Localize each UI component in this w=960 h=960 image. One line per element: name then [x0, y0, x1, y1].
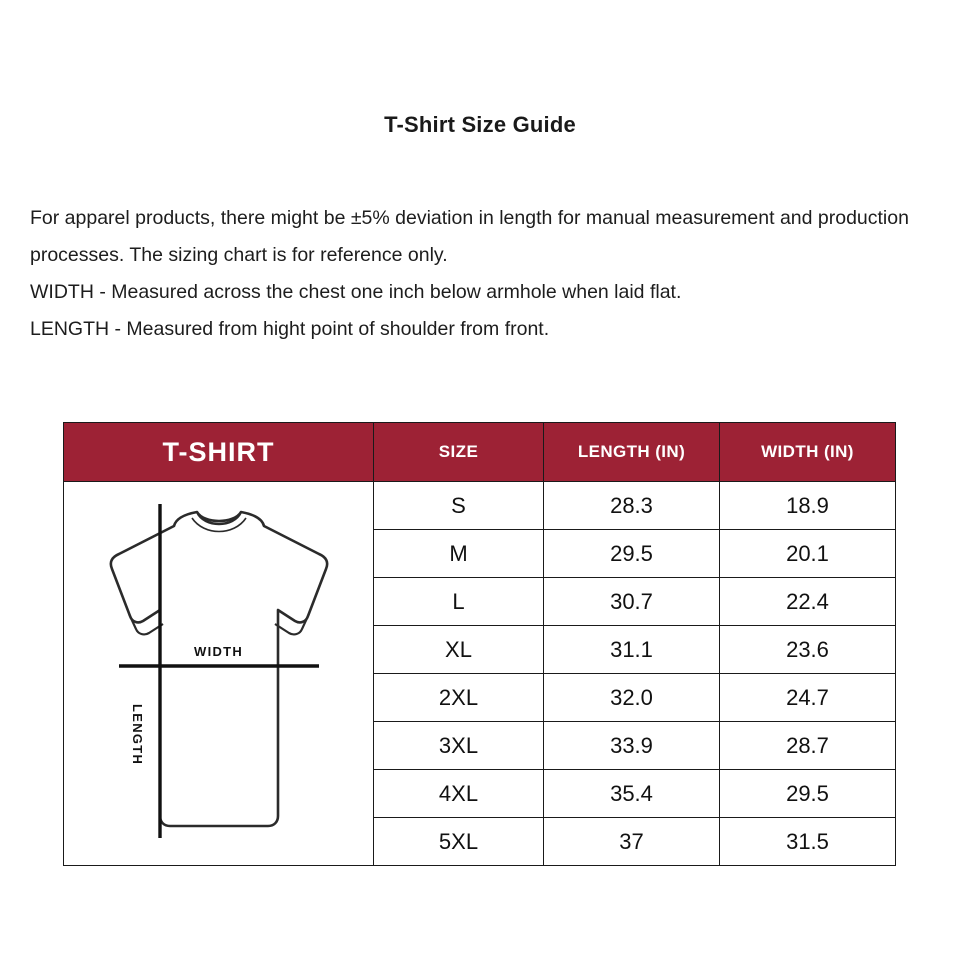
cell-width: 22.4: [720, 578, 896, 626]
tshirt-diagram: [64, 486, 374, 862]
cell-width: 23.6: [720, 626, 896, 674]
intro-line-1: For apparel products, there might be ±5% deviation in length for manual measurement and production processes. The sizing chart is for reference only.: [30, 207, 909, 266]
table-row: [64, 482, 896, 530]
cell-size: XL: [374, 626, 544, 674]
cell-size: 5XL: [374, 818, 544, 866]
cell-size: L: [374, 578, 544, 626]
table-header-size: SIZE: [374, 423, 544, 482]
cell-length: 28.3: [544, 482, 720, 530]
cell-length: 32.0: [544, 674, 720, 722]
page-title: T-Shirt Size Guide: [384, 112, 576, 137]
cell-length: 29.5: [544, 530, 720, 578]
cell-size: 2XL: [374, 674, 544, 722]
cell-width: 24.7: [720, 674, 896, 722]
intro-text: [30, 200, 920, 348]
cell-length: 30.7: [544, 578, 720, 626]
table-header-width: WIDTH (IN): [720, 423, 896, 482]
diagram-label-length: LENGTH: [130, 703, 145, 765]
table-header-row: [64, 423, 896, 482]
cell-size: M: [374, 530, 544, 578]
diagram-label-width: WIDTH: [194, 643, 244, 659]
size-table-container: [63, 422, 895, 866]
tshirt-diagram-cell: [64, 482, 374, 866]
cell-width: 28.7: [720, 722, 896, 770]
tshirt-icon: [64, 496, 374, 846]
cell-width: 18.9: [720, 482, 896, 530]
cell-size: 3XL: [374, 722, 544, 770]
size-table: [63, 422, 896, 866]
cell-size: 4XL: [374, 770, 544, 818]
cell-length: 35.4: [544, 770, 720, 818]
intro-line-3: LENGTH - Measured from hight point of shoulder from front.: [30, 318, 550, 340]
intro-line-2: WIDTH - Measured across the chest one inch below armhole when laid flat.: [30, 281, 682, 303]
cell-size: S: [374, 482, 544, 530]
cell-length: 37: [544, 818, 720, 866]
table-header-brand: T-SHIRT: [64, 423, 374, 482]
cell-width: 20.1: [720, 530, 896, 578]
table-header-length: LENGTH (IN): [544, 423, 720, 482]
cell-width: 31.5: [720, 818, 896, 866]
cell-width: 29.5: [720, 770, 896, 818]
cell-length: 33.9: [544, 722, 720, 770]
cell-length: 31.1: [544, 626, 720, 674]
